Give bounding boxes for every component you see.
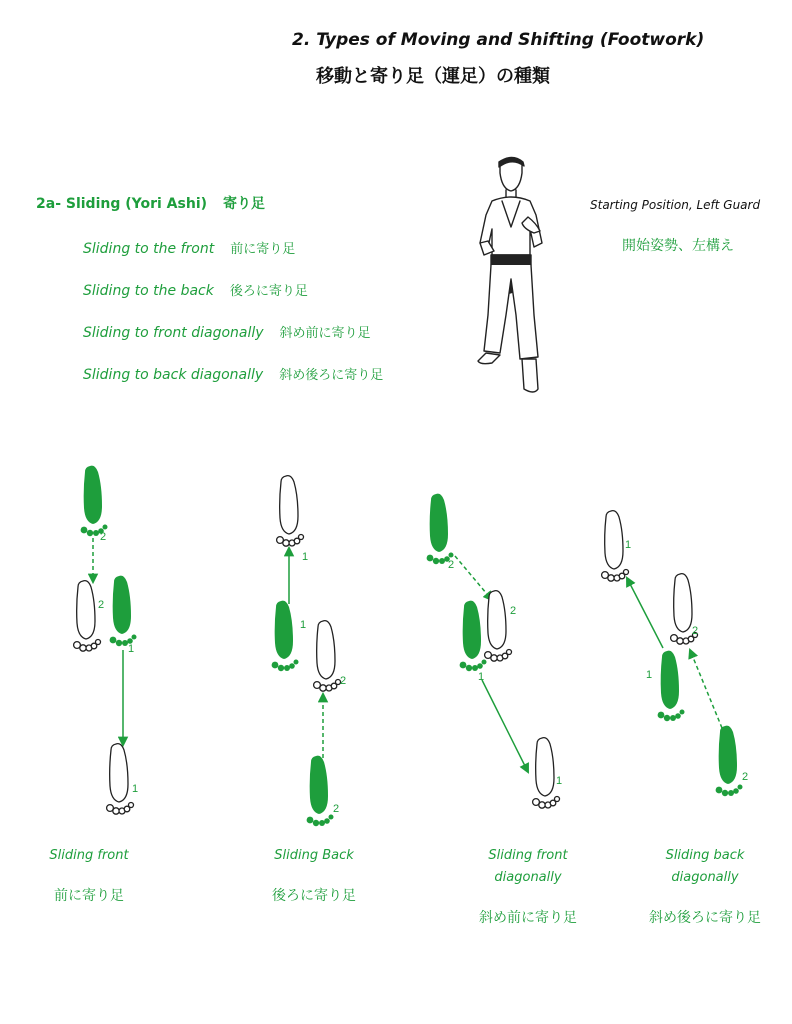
diagram-sliding-back <box>272 476 341 827</box>
outline-foot-end <box>107 744 134 815</box>
diagram-caption: Sliding Back <box>274 848 354 863</box>
diagram-caption-line: Sliding back <box>665 848 745 863</box>
step-label: 2 <box>692 625 699 637</box>
diagram-caption <box>630 845 780 889</box>
green-foot <box>272 601 299 672</box>
green-foot <box>460 601 487 672</box>
step-label: 1 <box>300 619 307 631</box>
diagram-caption-jp: 斜め後ろに寄り足 <box>649 910 761 926</box>
list-item-en: Sliding to front diagonally <box>83 325 264 341</box>
starting-position-label-jp: 開始姿勢、左構え <box>622 238 734 254</box>
outline-foot-end <box>277 476 304 547</box>
step-label: 2 <box>100 531 107 543</box>
green-foot-start <box>716 726 743 797</box>
step-label: 2 <box>98 599 105 611</box>
green-foot-start <box>81 466 108 537</box>
footwork-diagrams <box>0 440 792 840</box>
green-foot <box>658 651 685 722</box>
list-item-jp: 斜め後ろに寄り足 <box>279 368 384 383</box>
diagram-caption-line: diagonally <box>671 870 739 885</box>
step-labels <box>98 531 748 815</box>
diagram-caption-jp: 後ろに寄り足 <box>272 888 356 904</box>
list-item <box>83 280 308 299</box>
step-label: 1 <box>556 775 563 787</box>
list-item-en: Sliding to the back <box>83 283 214 299</box>
diagram-caption-jp: 斜め前に寄り足 <box>479 910 577 926</box>
step-label: 2 <box>333 803 340 815</box>
diagram-caption: Sliding front <box>49 848 129 863</box>
step-label: 2 <box>340 675 347 687</box>
step-label: 1 <box>128 643 135 655</box>
diagram-sliding-back-diagonally <box>602 511 743 797</box>
step-label: 1 <box>646 669 653 681</box>
section-heading-en: 2a- Sliding (Yori Ashi) <box>36 196 208 212</box>
section-heading <box>36 193 265 213</box>
outline-foot-end <box>533 738 563 809</box>
diagram-caption-line: Sliding front <box>488 848 568 863</box>
green-foot-start <box>307 756 334 827</box>
diagram-caption-line: diagonally <box>494 870 562 885</box>
step-label: 2 <box>742 771 749 783</box>
outline-foot <box>314 621 341 692</box>
page-subtitle-jp: 移動と寄り足（運足）の種類 <box>316 66 550 87</box>
green-foot-start <box>427 494 454 565</box>
diagram-sliding-front <box>74 466 137 815</box>
list-item-jp: 斜め前に寄り足 <box>279 326 371 341</box>
starting-position-label: Starting Position, Left Guard <box>590 198 761 212</box>
list-item-en: Sliding to the front <box>83 241 215 257</box>
diagram-sliding-front-diagonally <box>427 494 563 809</box>
list-item <box>83 322 371 341</box>
outline-foot <box>485 591 512 662</box>
step-label: 1 <box>478 671 485 683</box>
step-label: 1 <box>625 539 632 551</box>
step-label: 1 <box>302 551 309 563</box>
step-label: 1 <box>132 783 139 795</box>
list-item <box>83 238 295 257</box>
list-item-en: Sliding to back diagonally <box>83 367 264 383</box>
step-label: 2 <box>510 605 517 617</box>
diagram-caption <box>453 845 603 889</box>
list-item-jp: 後ろに寄り足 <box>229 284 308 299</box>
karate-figure-illustration <box>462 155 562 400</box>
page-title: 2. Types of Moving and Shifting (Footwork) <box>292 30 705 50</box>
diagram-caption-jp: 前に寄り足 <box>54 888 124 904</box>
outline-foot <box>74 581 101 652</box>
list-item <box>83 364 383 383</box>
green-foot <box>110 576 137 647</box>
section-heading-jp: 寄り足 <box>223 196 266 212</box>
step-label: 2 <box>448 559 455 571</box>
list-item-jp: 前に寄り足 <box>230 242 296 257</box>
